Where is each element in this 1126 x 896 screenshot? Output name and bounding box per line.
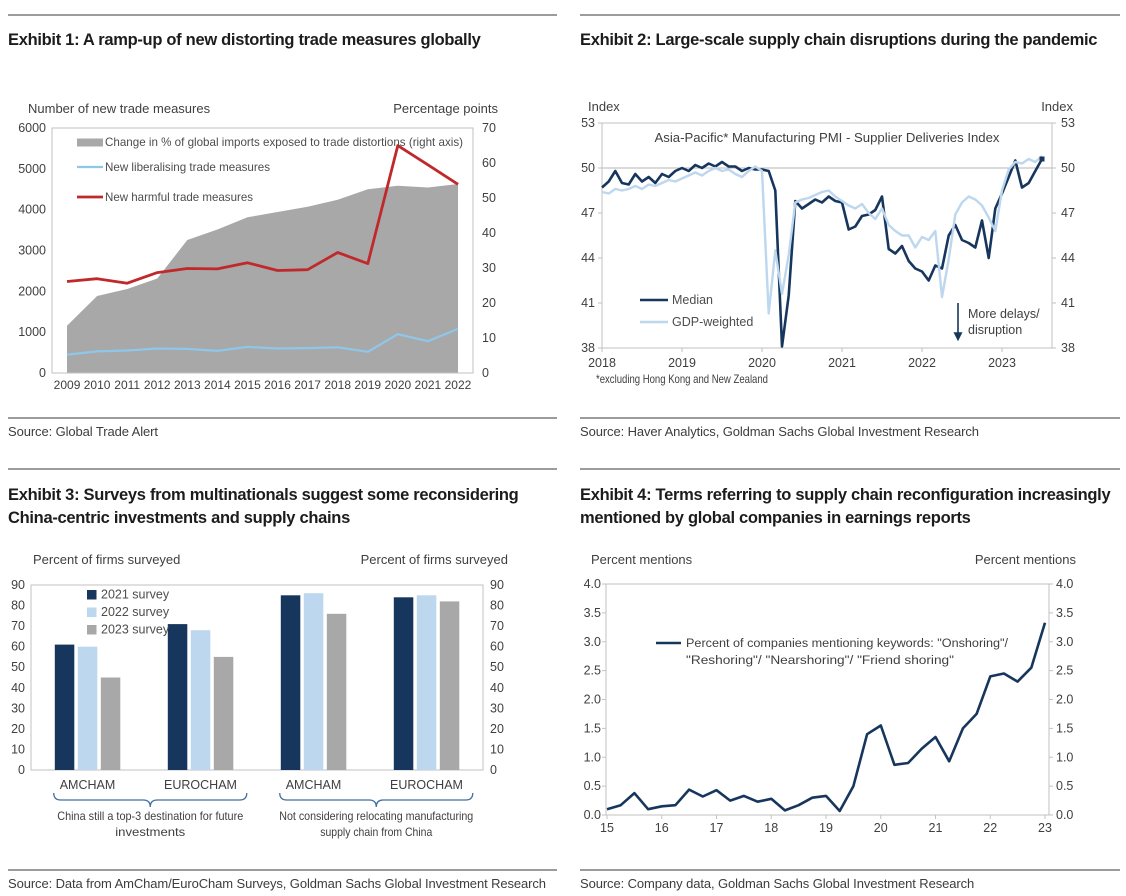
left-y-tick-label: 0.5 (583, 779, 601, 794)
exhibit4-chart (580, 548, 1120, 864)
x-tick-label: 2012 (143, 378, 171, 392)
right-y-tick-label: 90 (490, 578, 504, 592)
left-axis-title: Percent mentions (591, 552, 693, 567)
left-y-tick-label: 80 (11, 598, 25, 613)
x-tick-label: 21 (928, 821, 943, 835)
exhibit4-source: Source: Company data, Goldman Sachs Global Investment Research (580, 876, 975, 891)
legend-label: New harmful trade measures (105, 190, 253, 204)
left-y-tick-label: 1.0 (583, 750, 601, 765)
bar-2021-amcham-2 (281, 595, 301, 770)
bar-2021-amcham-0 (55, 645, 75, 770)
right-y-tick-label: 50 (482, 191, 496, 205)
divider-line (580, 14, 1120, 16)
right-y-tick-label: 3.5 (1056, 605, 1074, 620)
right-y-tick-label: 70 (490, 619, 504, 634)
legend-label: 2023 survey (101, 622, 170, 637)
right-y-tick-label: 41 (1061, 296, 1075, 310)
annotation-text: More delays/ (968, 307, 1040, 321)
exhibit2-chart (580, 95, 1120, 407)
right-y-tick-label: 2.0 (1056, 692, 1074, 707)
exhibit3-heading: Exhibit 3: Surveys from multinationals suggest some reconsidering China-centric investments and supply chains (8, 486, 519, 527)
bar-2023-amcham-2 (327, 614, 347, 770)
x-tick-label: 2010 (83, 378, 111, 392)
legend-label: 2022 survey (101, 605, 170, 619)
legend-label: GDP-weighted (672, 315, 754, 329)
right-axis-title: Percent mentions (974, 552, 1076, 567)
x-tick-label: 2019 (354, 378, 382, 392)
right-y-tick-label: 40 (490, 680, 504, 695)
divider-line (8, 869, 557, 871)
area-series-trade-distortions (67, 184, 458, 373)
legend-swatch (87, 590, 97, 600)
x-tick-label: 17 (709, 821, 724, 835)
x-tick-label: 16 (654, 821, 669, 835)
left-y-tick-label: 70 (11, 619, 25, 634)
divider-line (8, 417, 557, 419)
plot-border (31, 585, 483, 770)
x-tick-label: 2019 (668, 356, 696, 370)
x-tick-label: 2017 (294, 378, 321, 392)
x-tick-label: 15 (600, 821, 614, 835)
line-series-keyword-mentions (607, 623, 1045, 811)
bar-2023-eurocham-3 (440, 601, 460, 770)
right-axis-title: Index (1041, 99, 1073, 114)
last-point-marker (1040, 157, 1045, 162)
bar-2022-eurocham-3 (417, 595, 437, 770)
left-y-tick-label: 3.5 (583, 605, 601, 620)
left-y-tick-label: 0 (18, 763, 25, 777)
x-tick-label: 2009 (53, 378, 81, 392)
left-y-tick-label: 2.0 (583, 692, 601, 707)
legend-swatch-area (77, 139, 103, 147)
divider-line (580, 417, 1120, 419)
legend-swatch (87, 625, 97, 635)
x-tick-label: 2016 (264, 378, 291, 392)
left-y-tick-label: 50 (11, 660, 25, 675)
x-tick-label: 2022 (908, 356, 936, 370)
chart-inner-title: Asia-Pacific* Manufacturing PMI - Supplier Deliveries Index (654, 131, 1001, 145)
divider-line (580, 869, 1120, 871)
x-tick-label: 18 (764, 821, 779, 835)
left-y-tick-label: 60 (11, 639, 25, 654)
bar-2023-eurocham-1 (214, 657, 234, 770)
legend-label: Percent of companies mentioning keywords: "Onshoring"/ (686, 636, 1009, 650)
right-y-tick-label: 20 (482, 296, 496, 310)
bar-2022-eurocham-1 (191, 630, 211, 770)
right-y-tick-label: 70 (482, 121, 496, 135)
legend-label: Change in % of global imports exposed to trade distortions (right axis) (105, 135, 463, 149)
right-y-tick-label: 38 (1061, 341, 1075, 355)
legend-label: "Reshoring"/ "Nearshoring"/ "Friend shoring" (686, 653, 954, 667)
category-label: AMCHAM (59, 778, 116, 792)
left-y-tick-label: 20 (11, 721, 25, 736)
right-y-tick-label: 50 (490, 660, 504, 675)
left-y-tick-label: 53 (581, 116, 595, 130)
right-y-tick-label: 50 (1061, 161, 1075, 175)
line-series-gdp-weighted (602, 156, 1042, 314)
right-y-tick-label: 10 (482, 331, 496, 345)
annotation-arrow-head (954, 332, 963, 341)
right-y-tick-label: 1.5 (1056, 721, 1074, 736)
left-y-tick-label: 1.5 (583, 721, 601, 736)
x-tick-label: 23 (1038, 821, 1052, 835)
category-label: AMCHAM (285, 778, 342, 792)
left-y-tick-label: 2000 (18, 284, 46, 299)
legend-label: New liberalising trade measures (105, 160, 270, 174)
left-y-tick-label: 4000 (18, 202, 46, 217)
divider-line (8, 14, 557, 16)
left-y-tick-label: 0 (39, 366, 46, 380)
x-tick-label: 22 (983, 821, 998, 835)
right-y-tick-label: 10 (490, 742, 504, 757)
right-y-tick-label: 2.5 (1056, 663, 1074, 678)
left-y-tick-label: 3.0 (583, 634, 601, 649)
left-y-tick-label: 38 (581, 341, 595, 355)
left-y-tick-label: 50 (581, 161, 595, 175)
legend-label: 2021 survey (101, 587, 170, 602)
right-y-tick-label: 0.0 (1056, 808, 1074, 822)
right-y-tick-label: 30 (482, 261, 496, 275)
exhibit1-chart (8, 95, 557, 407)
bracket-caption: investments (115, 825, 186, 839)
legend-label: Median (672, 293, 713, 307)
right-y-tick-label: 0 (482, 366, 489, 380)
x-tick-label: 2011 (114, 378, 141, 392)
right-y-tick-label: 40 (482, 226, 496, 240)
right-y-tick-label: 0.5 (1056, 779, 1074, 794)
left-axis-title: Index (588, 99, 620, 114)
left-y-tick-label: 40 (11, 680, 25, 695)
bracket-caption: supply chain from China (320, 825, 433, 839)
bar-2021-eurocham-1 (168, 624, 188, 770)
right-y-tick-label: 44 (1061, 251, 1075, 265)
x-tick-label: 2014 (204, 378, 231, 392)
bar-2022-amcham-2 (304, 593, 324, 770)
x-tick-label: 2021 (828, 356, 856, 370)
right-y-tick-label: 47 (1061, 206, 1075, 220)
x-tick-label: 2020 (748, 356, 776, 370)
left-y-tick-label: 2.5 (583, 663, 601, 678)
bar-2023-amcham-0 (101, 678, 121, 771)
left-y-tick-label: 90 (11, 578, 25, 592)
category-label: EUROCHAM (390, 778, 463, 792)
x-tick-label: 2013 (173, 378, 201, 392)
legend-swatch (87, 608, 97, 618)
right-y-tick-label: 60 (490, 639, 504, 654)
x-tick-label: 2021 (414, 378, 442, 392)
exhibit1-source: Source: Global Trade Alert (8, 424, 158, 439)
left-axis-title: Number of new trade measures (28, 101, 211, 116)
right-y-tick-label: 30 (490, 701, 504, 716)
exhibit3-chart (8, 548, 557, 864)
right-y-tick-label: 20 (490, 721, 504, 736)
left-y-tick-label: 6000 (18, 121, 46, 135)
x-tick-label: 2023 (988, 356, 1016, 370)
x-tick-label: 2018 (324, 378, 352, 392)
left-y-tick-label: 44 (581, 251, 595, 265)
bracket (280, 793, 473, 807)
x-tick-label: 2020 (384, 378, 412, 392)
bracket (54, 793, 247, 807)
divider-line (580, 468, 1120, 470)
exhibit2-heading: Exhibit 2: Large-scale supply chain disruptions during the pandemic (580, 31, 1098, 49)
exhibit4-heading: Exhibit 4: Terms referring to supply chain reconfiguration increasingly mentioned by global companies in earnings reports (580, 486, 1111, 527)
x-tick-label: 2015 (234, 378, 261, 392)
left-y-tick-label: 5000 (18, 161, 46, 176)
left-y-tick-label: 41 (581, 296, 595, 310)
right-y-tick-label: 60 (482, 156, 496, 170)
left-y-tick-label: 1000 (18, 325, 46, 340)
right-y-tick-label: 1.0 (1056, 750, 1074, 765)
annotation-text: disruption (968, 323, 1023, 337)
left-y-tick-label: 3000 (18, 243, 46, 258)
exhibit3-source: Source: Data from AmCham/EuroCham Surveys, Goldman Sachs Global Investment Research (8, 876, 546, 891)
left-y-tick-label: 0.0 (583, 808, 601, 822)
right-y-tick-label: 80 (490, 598, 504, 613)
right-y-tick-label: 4.0 (1056, 577, 1074, 591)
right-y-tick-label: 0 (490, 763, 497, 777)
divider-line (8, 468, 557, 470)
x-tick-label: 20 (873, 821, 888, 835)
left-y-tick-label: 30 (11, 701, 25, 716)
x-tick-label: 2018 (588, 356, 616, 370)
right-y-tick-label: 3.0 (1056, 634, 1074, 649)
x-tick-label: 19 (819, 821, 833, 835)
left-y-tick-label: 47 (581, 206, 595, 220)
left-y-tick-label: 4.0 (583, 577, 601, 591)
bar-2021-eurocham-3 (394, 597, 414, 770)
exhibit2-source: Source: Haver Analytics, Goldman Sachs Global Investment Research (580, 424, 979, 439)
exhibit1-heading: Exhibit 1: A ramp-up of new distorting trade measures globally (8, 31, 481, 49)
right-y-tick-label: 53 (1061, 116, 1075, 130)
left-axis-title: Percent of firms surveyed (33, 552, 181, 567)
right-axis-title: Percentage points (393, 101, 498, 116)
x-tick-label: 2022 (444, 378, 472, 392)
bracket-caption: Not considering relocating manufacturing (279, 809, 474, 823)
bar-2022-amcham-0 (78, 647, 98, 770)
footnote: *excluding Hong Kong and New Zealand (596, 372, 768, 386)
bracket-caption: China still a top-3 destination for future (57, 809, 244, 823)
category-label: EUROCHAM (164, 778, 237, 792)
left-y-tick-label: 10 (11, 742, 25, 757)
right-axis-title: Percent of firms surveyed (360, 552, 508, 567)
